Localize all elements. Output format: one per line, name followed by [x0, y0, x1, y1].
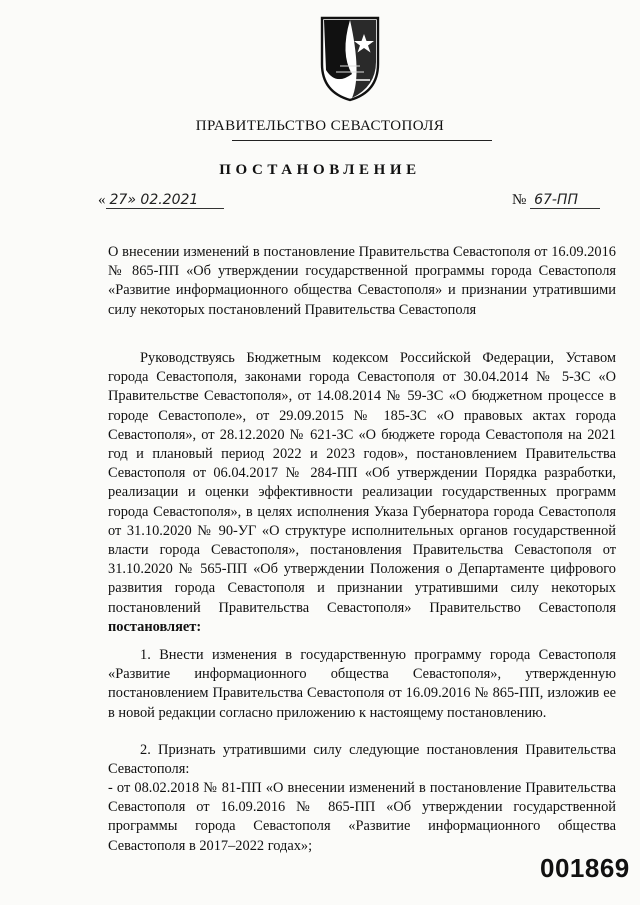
document-number — [512, 192, 600, 209]
preamble-text: Руководствуясь Бюджетным кодексом Российской Федерации, Уставом города Севастополя, законами города Севастополя от 30.04.2014 № 5-ЗС «О Правительстве Севастополя», от 14.08.2014 № 59-ЗС «О бюджетном процессе в городе Севастополе», от 29.09.2015 № 185-ЗС «О правовых актах города Севастополя», от 28.12.2020 № 621-ЗС «О бюджете города Севастополя на 2021 год и плановый период 2022 и 2023 годов», постановлением Правительства Севастополя от 06.04.2017 № 284-ПП «Об утверждении Порядка разработки, реализации и оценки эффективности реализации государственных программ города Севастополя», в целях исполнения Указа Губернатора города Севастополя от 31.10.2020 № 90-УГ «О структуре исполнительных органов государственной власти города Севастополя», постановления Правительства Севастополя от 31.10.2020 № 565-ПП «Об утверждении Положения о Департаменте цифрового развития города Севастополя и признании утратившими силу некоторых постановлений Правительства Севастополя» Правительство Севастополя — [108, 350, 616, 616]
government-name: ПРАВИТЕЛЬСТВО СЕВАСТОПОЛЯ — [195, 118, 445, 134]
number-prefix: № — [512, 192, 527, 208]
header-divider — [232, 140, 492, 141]
preamble — [108, 349, 616, 637]
coat-of-arms-emblem — [318, 14, 382, 102]
item-1: 1. Внести изменения в государственную программу города Севастополя «Развитие информационного общества Севастополя», утвержденную постановлением Правительства Севастополя от 16.09.2016 № 865-ПП, изложив ее в новой редакции согласно приложению к настоящему постановлению. — [108, 647, 616, 721]
date-open-quote: « — [98, 192, 106, 208]
handwritten-date: 27» 02.2021 — [106, 192, 224, 209]
document-date — [98, 192, 224, 209]
serial-number: 001869 — [540, 853, 630, 883]
subitem-1: - от 08.02.2018 № 81-ПП «О внесении изменений в постановление Правительства Севастополя от 16.09.2016 № 865-ПП «Об утверждении государственной программы города Севастополя «Развитие информационного общества Севастополя в 2017–2022 годах»; — [108, 780, 616, 854]
handwritten-number: 67-ПП — [530, 192, 600, 209]
preamble-resolves: постановляет: — [108, 618, 202, 635]
item-2: 2. Признать утратившими силу следующие постановления Правительства Севастополя: — [108, 742, 616, 778]
document-title: О внесении изменений в постановление Правительства Севастополя от 16.09.2016 № 865-ПП «Об утверждении государственной программы города Севастополя «Развитие информационного общества Севастополя» и признании утратившими силу некоторых постановлений Правительства Севастополя — [108, 244, 616, 318]
document-type: ПОСТАНОВЛЕНИЕ — [219, 162, 421, 178]
